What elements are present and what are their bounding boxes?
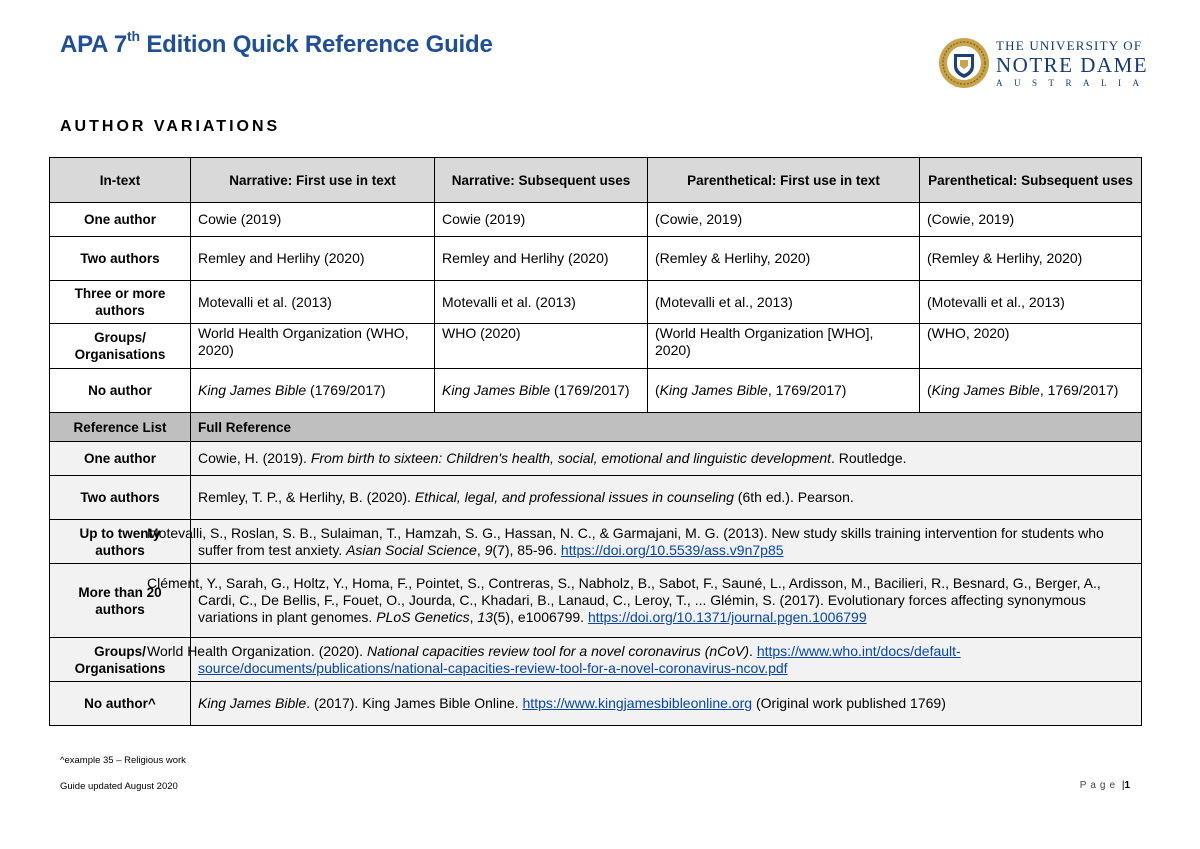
- ref-text: .: [749, 642, 757, 659]
- table-cell: [435, 369, 648, 413]
- logo-line-3: AUSTRALIA: [996, 78, 1151, 88]
- table-cell: (World Health Organization [WHO], 2020): [648, 324, 920, 369]
- table-cell: [648, 369, 920, 413]
- footnote: ^example 35 – Religious work: [60, 755, 186, 766]
- col-header-reference-list: Reference List: [50, 413, 191, 442]
- table-cell: (Remley & Herlihy, 2020): [648, 237, 920, 281]
- row-label: Up to twenty authors: [50, 520, 191, 564]
- table-cell: (Remley & Herlihy, 2020): [920, 237, 1142, 281]
- row-label: Groups/ Organisations: [50, 638, 191, 682]
- page-title: [60, 30, 493, 59]
- row-label: More than 20 authors: [50, 564, 191, 638]
- ref-italic: Ethical, legal, and professional issues in counseling: [414, 489, 734, 505]
- table-cell: Remley and Herlihy (2020): [191, 237, 435, 281]
- table-row: [50, 442, 1142, 476]
- title-rest: Edition Quick Reference Guide: [139, 31, 493, 58]
- ref-text: Motevalli, S., Roslan, S. B., Sulaiman, T., Hamzah, S. G., Hassan, N. C., & Garmajani, M. G. (2013). New study skills training intervention for students who suffer from test anxiety.: [147, 524, 1104, 558]
- university-logo: [938, 34, 1151, 92]
- ref-volume: 13: [477, 609, 493, 625]
- table-cell: [191, 369, 435, 413]
- col-header-parenthetical-subsequent: Parenthetical: Subsequent uses: [920, 158, 1142, 203]
- page-separator: |: [1121, 780, 1125, 791]
- title-main: APA 7: [60, 31, 128, 58]
- col-header-narrative-subsequent: Narrative: Subsequent uses: [435, 158, 648, 203]
- reference-cell: [147, 520, 1142, 564]
- col-header-narrative-first: Narrative: First use in text: [191, 158, 435, 203]
- table-cell: (Motevalli et al., 2013): [920, 281, 1142, 324]
- ref-text: Clément, Y., Sarah, G., Holtz, Y., Homa, F., Pointet, S., Contreras, S., Nabholz, B., Sabot, F., Sauné, L., Ardisson, M., Bacilieri, R., Besnard, G., Berger, A., Cardi, C., De Bellis, F., Fouet, O., Jourda, C., Khadari, B., Lanaud, C., Leroy, T., ... Glémin, S. (2017). Evolutionary forces affecting synonymous variations in plant genomes.: [147, 575, 1101, 625]
- table-cell: World Health Organization (WHO, 2020): [191, 324, 435, 369]
- table-cell: (Cowie, 2019): [920, 203, 1142, 237]
- table-cell: (Motevalli et al., 2013): [648, 281, 920, 324]
- table-row: [50, 476, 1142, 520]
- table-cell: Cowie (2019): [435, 203, 648, 237]
- ref-text: (6th ed.). Pearson.: [733, 489, 854, 505]
- reference-cell: [191, 442, 1142, 476]
- row-label: Two authors: [50, 237, 191, 281]
- ref-text: Cowie, H. (2019).: [198, 450, 311, 466]
- table-row: [50, 369, 1142, 413]
- ref-italic: National capacities review tool for a novel coronavirus (nCoV): [366, 642, 750, 659]
- table-row: [50, 682, 1142, 726]
- row-label: Groups/ Organisations: [50, 324, 191, 369]
- table-cell: WHO (2020): [435, 324, 648, 369]
- cell-text: (1769/2017): [306, 382, 386, 398]
- logo-line-2: NOTRE DAME: [996, 53, 1149, 77]
- page-num: 1: [1124, 780, 1130, 791]
- page-word: Page: [1079, 780, 1120, 791]
- row-label: No author^: [50, 682, 191, 726]
- row-label: Three or more authors: [50, 281, 191, 324]
- reference-cell: [191, 682, 1142, 726]
- ref-volume: 9: [484, 541, 493, 558]
- col-header-parenthetical-first: Parenthetical: First use in text: [648, 158, 920, 203]
- table-cell: Motevalli et al. (2013): [191, 281, 435, 324]
- reference-header-row: [50, 413, 1142, 442]
- italic-title: King James Bible: [931, 382, 1040, 398]
- reference-cell: [147, 564, 1142, 638]
- row-label: One author: [50, 442, 191, 476]
- table-cell: Cowie (2019): [191, 203, 435, 237]
- ref-italic: King James Bible: [198, 695, 307, 711]
- ref-text: (7), 85-96.: [492, 541, 561, 558]
- reference-cell: [191, 476, 1142, 520]
- ref-text: Remley, T. P., & Herlihy, B. (2020).: [198, 489, 415, 505]
- table-row: [50, 237, 1142, 281]
- table-row: [50, 203, 1142, 237]
- col-header-intext: In-text: [50, 158, 191, 203]
- ref-italic: Asian Social Science: [346, 541, 477, 558]
- table-row: [50, 324, 1142, 369]
- ref-text: (Original work published 1769): [752, 695, 946, 711]
- row-label: No author: [50, 369, 191, 413]
- cell-text: , 1769/2017): [1039, 382, 1119, 398]
- ref-text: ,: [469, 609, 478, 625]
- cell-text: (1769/2017): [550, 382, 630, 398]
- update-date: Guide updated August 2020: [60, 781, 178, 792]
- table-cell: (WHO, 2020): [920, 324, 1142, 369]
- italic-title: King James Bible: [659, 382, 768, 398]
- cell-text: (: [655, 382, 660, 398]
- row-label: One author: [50, 203, 191, 237]
- cell-text: , 1769/2017): [767, 382, 847, 398]
- doi-link[interactable]: https://doi.org/10.5539/ass.v9n7p85: [560, 541, 784, 558]
- cell-text: (: [927, 382, 932, 398]
- section-title: AUTHOR VARIATIONS: [60, 118, 281, 135]
- kjb-link[interactable]: https://www.kingjamesbibleonline.org: [522, 695, 753, 711]
- italic-title: King James Bible: [442, 382, 551, 398]
- ref-text: ,: [476, 541, 485, 558]
- ref-text: . (2017). King James Bible Online.: [306, 695, 523, 711]
- doi-link[interactable]: https://doi.org/10.1371/journal.pgen.1006799: [587, 609, 867, 625]
- ref-text: . Routledge.: [831, 450, 907, 466]
- table-row: [50, 638, 1142, 682]
- italic-title: King James Bible: [198, 382, 307, 398]
- page-number: [1080, 780, 1130, 791]
- table-cell: [920, 369, 1142, 413]
- table-cell: Remley and Herlihy (2020): [435, 237, 648, 281]
- author-variations-table: [49, 157, 1142, 726]
- ref-italic: PLoS Genetics: [376, 609, 470, 625]
- reference-cell: [147, 638, 1142, 682]
- who-link[interactable]: https://www.who.int/docs/default-source/documents/publications/national-capacities-review-tool-for-a-novel-coronavirus-ncov.pdf: [198, 642, 961, 676]
- logo-line-1: THE UNIVERSITY OF: [996, 38, 1143, 53]
- table-row: [50, 564, 1142, 638]
- ref-text: (5), e1006799.: [492, 609, 588, 625]
- ref-italic: From birth to sixteen: Children's health, social, emotional and linguistic development: [310, 450, 831, 466]
- intext-header-row: [50, 158, 1142, 203]
- table-row: [50, 281, 1142, 324]
- ref-text: World Health Organization. (2020).: [147, 642, 367, 659]
- table-cell: (Cowie, 2019): [648, 203, 920, 237]
- col-header-full-reference: Full Reference: [191, 413, 1142, 442]
- title-superscript: th: [127, 28, 140, 44]
- table-row: [50, 520, 1142, 564]
- row-label: Two authors: [50, 476, 191, 520]
- table-cell: Motevalli et al. (2013): [435, 281, 648, 324]
- university-crest-icon: [938, 37, 990, 89]
